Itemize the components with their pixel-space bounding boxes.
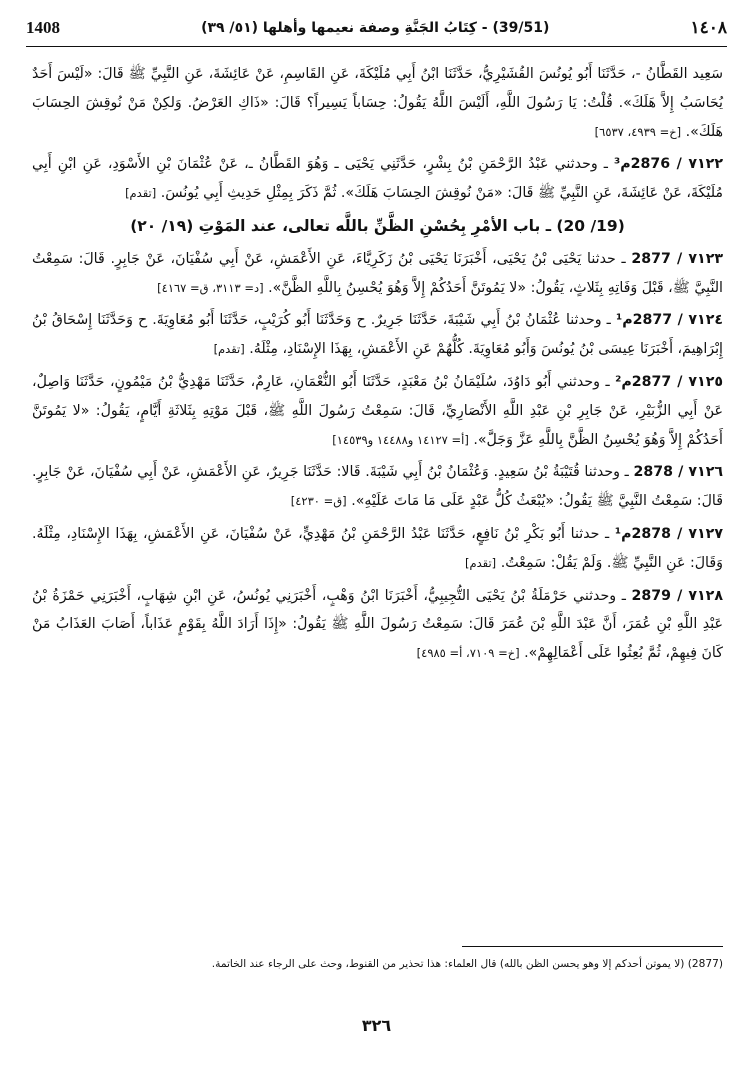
hadith-number: ٧١٢٢ / 2876م³ [614, 156, 723, 173]
cross-reference: [د= ٣١١٣، ق= ٤١٦٧] [157, 280, 264, 295]
hadith-paragraph [32, 582, 723, 668]
page-number-latin: 1408 [26, 18, 60, 37]
hadith-text: ـ حدثنا يَحْيَى بْنُ يَحْيَى، أَخْبَرَنَا يَحْيَى بْنُ زَكَرِيَّاءَ، عَنِ الأَعْمَشِ، عَنْ أَبِي سُفْيَانَ، عَنْ جَابِرٍ. قَالَ: سَمِعْتُ النَّبِيَّ ﷺ، قَبْلَ وَفَاتِهِ بِثَلاثٍ، يَقُولُ: «لا يَمُوتَنَّ أَحَدُكُمْ إِلاَّ وَهُوَ يُحْسِنُ بِاللَّهِ الظَّنَّ». [32, 250, 723, 296]
hadith-paragraph [32, 150, 723, 208]
cross-reference: [تقدم] [125, 186, 157, 201]
hadith-number: ٧١٢٣ / 2877 [631, 250, 724, 267]
hadith-text: ـ وحدثني أَبُو دَاوُدَ، سُلَيْمَانُ بْنُ مَعْبَدٍ، حَدَّثَنَا أَبُو النُّعْمَانِ، عَارِمٌ، حَدَّثَنَا مَهْدِيُّ بْنُ مَيْمُونٍ، حَدَّثَنَا وَاصِلٌ، عَنْ أَبِي الزُّبَيْرِ، عَنْ جَابِرِ بْنِ عَبْدِ اللَّهِ الأَنْصَارِيِّ، قَالَ: سَمِعْتُ رَسُولَ اللَّهِ ﷺ، قَبْلَ مَوْتِهِ بِثَلاثَةِ أَيَّامٍ، يَقُولُ: «لا يَمُوتَنَّ أَحَدُكُمْ إِلاَّ وَهُوَ يُحْسِنُ الظَّنَّ بِاللَّهِ عَزَّ وَجَلَّ». [32, 373, 723, 448]
cross-reference: [تقدم] [213, 342, 245, 357]
hadith-paragraph [32, 60, 723, 146]
chapter-heading: (19/ 20) ـ باب الأمْرِ بِحُسْنِ الظَّنِّ باللَّه تعالى، عند المَوْتِ (١٩/ ٢٠) [130, 216, 625, 235]
running-title: (39/51) - كِتَابُ الجَنَّةِ وصفة نعيمها وأهلها (٥١/ ٣٩) [201, 20, 550, 36]
cross-reference: [خ= ٤٩٣٩، ٦٥٣٧] [594, 124, 682, 139]
hadith-text: ـ وحدثنا قُتَيْبَةُ بْنُ سَعِيدٍ. وَعُثْمَانُ بْنُ أَبِي شَيْبَةَ. قَالا: حَدَّثَنَا جَرِيرٌ، عَنِ الأَعْمَشِ، عَنْ أَبِي سُفْيَانَ، عَنْ جَابِرٍ. قَالَ: سَمِعْتُ النَّبِيَّ ﷺ يَقُولُ: «يُبْعَثُ كُلُّ عَبْدٍ عَلَى مَا مَاتَ عَلَيْهِ». [32, 464, 723, 510]
hadith-paragraph [32, 368, 723, 454]
text-body [32, 60, 723, 672]
hadith-paragraph [32, 458, 723, 516]
hadith-number: ٧١٢٧ / 2878م¹ [614, 525, 723, 542]
footnote-rule [462, 946, 723, 947]
hadith-paragraph [32, 245, 723, 303]
page-footer-number: ٣٢٦ [361, 1016, 392, 1035]
footnote: (2877) (لا يموتن أحدكم إلا وهو يحسن الظن بالله) قال العلماء: هذا تحذير من القنوط، وحث على الرجاء عند الخاتمة. [211, 958, 723, 970]
page-header [26, 14, 727, 42]
hadith-text: سَعِيد القَطَّانُ -، حَدَّثَنَا أَبُو يُونُسَ القُشَيْرِيُّ، حَدَّثَنَا ابْنُ أَبِي مُلَيْكَةَ، عَنِ القَاسِمِ، عَنْ عَائِشَةَ، عَنِ النَّبِيِّ ﷺ قَالَ: «لَيْسَ أَحَدٌ يُحَاسَبُ إِلاَّ هَلَكَ». قُلْتُ: يَا رَسُولَ اللَّهِ، أَلَيْسَ اللَّهُ يَقُولُ: حِسَاباً يَسِيراً؟ قَالَ: «ذَاكِ العَرْضُ. وَلكِنْ مَنْ نُوقِشَ الحِسَابَ هَلَكَ». [32, 66, 723, 140]
hadith-paragraph [32, 520, 723, 578]
header-rule [26, 46, 727, 47]
cross-reference: [ق= ٤٢٣٠] [290, 494, 347, 509]
cross-reference: [تقدم] [465, 555, 497, 570]
hadith-number: ٧١٢٤ / 2877م¹ [615, 312, 724, 329]
hadith-number: ٧١٢٨ / 2879 [631, 587, 723, 604]
hadith-text: ـ حدثنا أَبُو بَكْرِ بْنُ نَافِعٍ، حَدَّثَنَا عَبْدُ الرَّحْمَنِ بْنُ مَهْدِيٍّ، عَنْ سُفْيَانَ، عَنِ الأَعْمَشِ، بِهَذَا الإِسْنَادِ، مِثْلَهُ. وَقَالَ: عَنِ النَّبِيِّ ﷺ. وَلَمْ يَقُلْ: سَمِعْتُ. [32, 525, 723, 571]
hadith-number: ٧١٢٥ / 2877م² [615, 373, 724, 390]
hadith-text: ـ وحدثنا عُثْمَانُ بْنُ أَبِي شَيْبَةَ، حَدَّثَنَا جَرِيرٌ. ح وَحَدَّثَنَا أَبُو كُرَيْبٍ، حَدَّثَنَا أَبُو مُعَاوِيَةَ. ح وَحَدَّثَنَا إِسْحَاقُ بْنُ إِبْرَاهِيمَ، أَخْبَرَنَا عِيسَى بْنُ يُونُسَ وَأَبُو مُعَاوِيَةَ. كُلُّهُمْ عَنِ الأَعْمَشِ، بِهَذَا الإِسْنَادِ، مِثْلَهُ. [32, 312, 723, 358]
cross-reference: [أ= ١٤١٢٧ و١٤٤٨٨ و١٤٥٣٩] [332, 432, 469, 447]
hadith-number: ٧١٢٦ / 2878 [633, 464, 724, 481]
cross-reference: [خ= ٧١٠٩، أ= ٤٩٨٥] [416, 646, 520, 661]
hadith-text: ـ وحدثني حَرْمَلَةُ بْنُ يَحْيَى التُّجِيبِيُّ، أَخْبَرَنَا ابْنُ وَهْبٍ، أَخْبَرَنِي يُونُسُ، عَنِ ابْنِ شِهَابٍ، أَخْبَرَنِي حَمْزَةُ بْنُ عَبْدِ اللَّهِ بْنِ عُمَرَ، أَنَّ عَبْدَ اللَّهِ بْنَ عُمَرَ قَالَ: سَمِعْتُ رَسُولَ اللَّهِ ﷺ يَقُولُ: «إِذَا أَرَادَ اللَّهُ بِقَوْمٍ عَذَاباً، أَصَابَ العَذَابُ مَنْ كَانَ فِيهِمْ، ثُمَّ بُعِثُوا عَلَى أَعْمَالِهِمْ». [32, 587, 723, 662]
page-number-arabic: ١٤٠٨ [690, 18, 727, 38]
hadith-text: ـ وحدثني عَبْدُ الرَّحْمَنِ بْنُ بِشْرٍ، حَدَّثَنِي يَحْيَى ـ وَهُوَ القَطَّانُ ـ، عَنْ عُثْمَانَ بْنِ الأَسْوَدِ، عَنِ ابْنِ أَبِي مُلَيْكَةَ، عَنْ عَائِشَةَ، عَنِ النَّبِيِّ ﷺ قَالَ: «مَنْ نُوقِشَ الحِسَابَ هَلَكَ». ثُمَّ ذَكَرَ بِمِثْلِ حَدِيثِ أَبِي يُونُسَ. [32, 156, 723, 202]
hadith-paragraph [32, 306, 723, 364]
